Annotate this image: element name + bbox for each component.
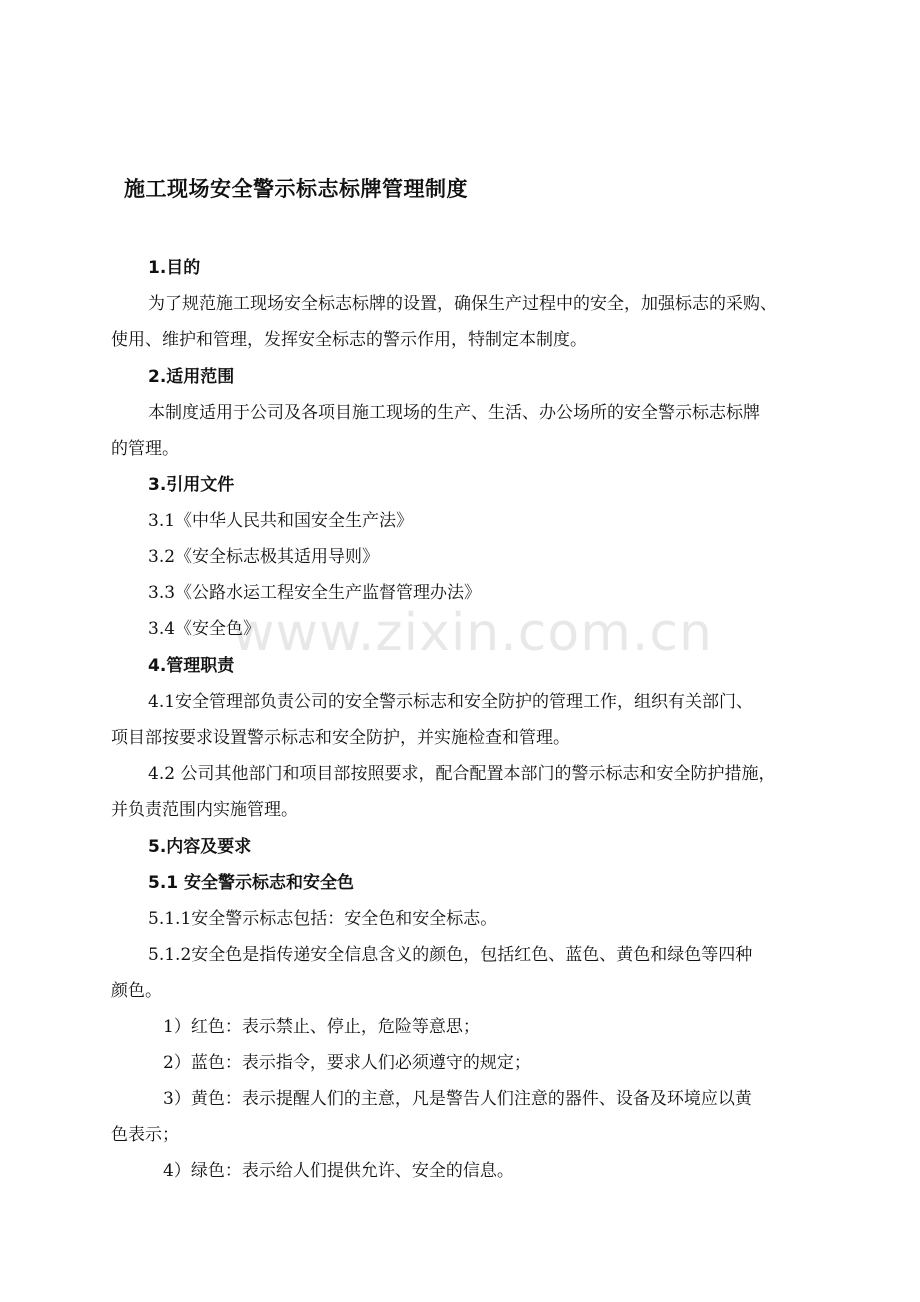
list-item-continuation: 色表示；	[111, 1125, 179, 1145]
watermark: www.zixin.com.cn	[232, 603, 713, 663]
section-heading-references: 3.引用文件	[148, 475, 235, 495]
paragraph-line: 5.1.2安全色是指传递安全信息含义的颜色，包括红色、蓝色、黄色和绿色等四种	[148, 945, 753, 965]
section-heading-scope: 2.适用范围	[148, 367, 235, 387]
reference-item: 3.2《安全标志极其适用导则》	[148, 547, 380, 567]
list-item: 4）绿色：表示给人们提供允许、安全的信息。	[163, 1161, 514, 1181]
list-item: 2）蓝色：表示指令，要求人们必须遵守的规定；	[163, 1053, 531, 1073]
document-title: 施工现场安全警示标志标牌管理制度	[124, 177, 468, 201]
section-heading-responsibilities: 4.管理职责	[148, 656, 235, 676]
list-item: 1）红色：表示禁止、停止，危险等意思；	[163, 1017, 480, 1037]
paragraph-line: 颜色。	[111, 981, 162, 1001]
paragraph-line: 5.1.1安全警示标志包括：安全色和安全标志。	[148, 909, 498, 929]
paragraph-line: 4.1安全管理部负责公司的安全警示标志和安全防护的管理工作，组织有关部门、	[148, 692, 754, 712]
paragraph-line: 为了规范施工现场安全标志标牌的设置，确保生产过程中的安全，加强标志的采购、	[148, 294, 777, 314]
list-item: 3）黄色：表示提醒人们的主意，凡是警告人们注意的器件、设备及环境应以黄	[163, 1089, 752, 1109]
paragraph-line: 的管理。	[111, 439, 179, 459]
section-heading-purpose: 1.目的	[148, 258, 201, 278]
paragraph-line: 并负责范围内实施管理。	[111, 800, 298, 820]
reference-item: 3.3《公路水运工程安全生产监督管理办法》	[148, 583, 482, 603]
paragraph-line: 项目部按要求设置警示标志和安全防护，并实施检查和管理。	[111, 728, 570, 748]
reference-item: 3.1《中华人民共和国安全生产法》	[148, 511, 414, 531]
paragraph-line: 本制度适用于公司及各项目施工现场的生产、生活、办公场所的安全警示标志标牌	[148, 403, 760, 423]
reference-item: 3.4《安全色》	[148, 619, 261, 639]
paragraph-line: 使用、维护和管理，发挥安全标志的警示作用，特制定本制度。	[111, 330, 587, 350]
section-heading-content: 5.内容及要求	[148, 837, 252, 857]
subsection-heading: 5.1 安全警示标志和安全色	[148, 873, 355, 893]
paragraph-line: 4.2 公司其他部门和项目部按照要求，配合配置本部门的警示标志和安全防护措施，	[148, 764, 776, 784]
